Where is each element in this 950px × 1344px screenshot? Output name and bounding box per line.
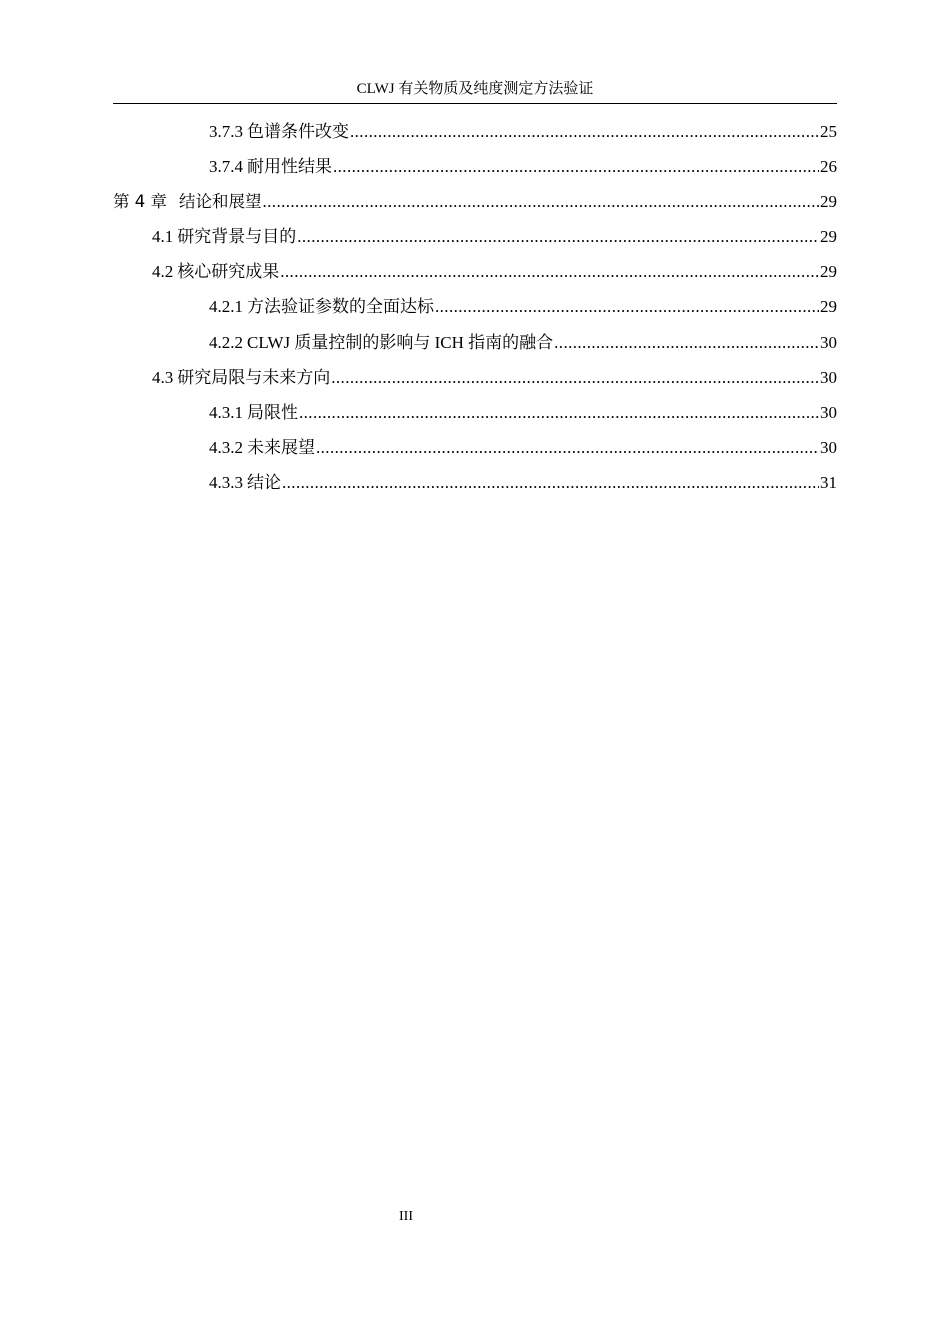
toc-entry-page: 26 [820, 157, 837, 177]
toc-entry-title [209, 149, 332, 184]
toc-entry[interactable] [113, 430, 837, 465]
page-number: III [399, 1209, 413, 1224]
toc-entry-number: 4.1 [152, 227, 174, 247]
toc-entry-page: 30 [820, 367, 837, 387]
toc-entry-text: 研究局限与未来方向 [177, 367, 331, 387]
toc-entry-title [152, 254, 279, 289]
toc-dot-leader [554, 325, 819, 360]
toc-entry[interactable] [113, 325, 837, 360]
toc-entry-page: 29 [820, 297, 837, 317]
toc-entry[interactable] [113, 360, 837, 395]
toc-dot-leader [435, 289, 819, 324]
toc-entry-number: 4.2.1 [209, 297, 243, 317]
toc-dot-leader [297, 219, 819, 254]
toc-entry-page: 29 [820, 227, 837, 247]
toc-entry-number: 第 4 章 [113, 192, 167, 212]
toc-entry-title [209, 430, 315, 465]
toc-entry-number: 4.2.2 [209, 332, 243, 352]
toc-entry-number: 4.3.2 [209, 437, 243, 457]
toc-dot-leader [316, 430, 819, 465]
toc-entry[interactable] [113, 114, 837, 149]
toc-entry[interactable] [113, 149, 837, 184]
toc-entry[interactable] [113, 465, 837, 500]
toc-chapter-entry[interactable] [113, 184, 837, 219]
toc-entry-page: 31 [820, 472, 837, 492]
toc-entry-title [152, 360, 330, 395]
toc-entry[interactable] [113, 395, 837, 430]
toc-dot-leader [350, 114, 819, 149]
toc-dot-leader [263, 184, 820, 219]
toc-entry-number: 4.3.3 [209, 472, 243, 492]
toc-entry-title [152, 219, 296, 254]
toc-entry-page: 29 [820, 262, 837, 282]
table-of-contents [113, 114, 837, 500]
toc-dot-leader [282, 465, 819, 500]
toc-entry-text: 研究背景与目的 [177, 227, 297, 247]
toc-entry-number: 4.3 [152, 367, 174, 387]
toc-entry-text: 色谱条件改变 [247, 122, 349, 141]
toc-entry-number: 4.2 [152, 262, 174, 282]
header-rule [113, 103, 837, 104]
toc-entry-text: 局限性 [247, 402, 298, 422]
toc-entry-text: 方法验证参数的全面达标 [247, 297, 434, 317]
toc-entry-page: 30 [820, 402, 837, 422]
toc-entry-number: 4.3.1 [209, 402, 243, 422]
toc-entry-text: CLWJ 质量控制的影响与 ICH 指南的融合 [247, 332, 554, 352]
toc-entry-number: 3.7.4 [209, 157, 243, 177]
toc-entry[interactable] [113, 219, 837, 254]
toc-dot-leader [280, 254, 819, 289]
page-header: CLWJ 有关物质及纯度测定方法验证 [356, 81, 594, 97]
toc-entry-title [113, 184, 262, 219]
toc-entry-text: 耐用性结果 [247, 157, 332, 177]
toc-dot-leader [333, 149, 819, 184]
toc-entry[interactable] [113, 254, 837, 289]
toc-entry-text: 结论和展望 [179, 192, 262, 212]
toc-entry[interactable] [113, 289, 837, 324]
toc-dot-leader [299, 395, 819, 430]
toc-dot-leader [331, 360, 819, 395]
toc-entry-text: 未来展望 [247, 437, 315, 457]
toc-entry-title [209, 114, 349, 149]
toc-entry-page: 30 [820, 332, 837, 352]
toc-entry-title [209, 395, 298, 430]
toc-entry-title [209, 325, 553, 360]
toc-entry-page: 29 [820, 192, 837, 212]
toc-entry-text: 核心研究成果 [177, 262, 280, 282]
toc-entry-number: 3.7.3 [209, 122, 243, 141]
toc-entry-title [209, 465, 281, 500]
toc-entry-text: 结论 [247, 472, 281, 492]
toc-entry-page: 25 [820, 122, 837, 141]
toc-entry-title [209, 289, 434, 324]
toc-entry-page: 30 [820, 437, 837, 457]
